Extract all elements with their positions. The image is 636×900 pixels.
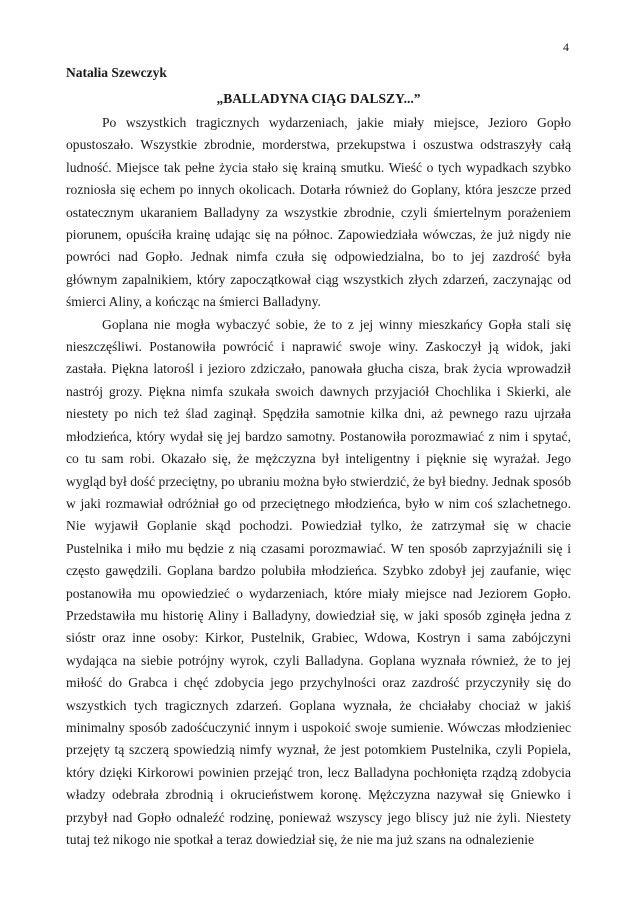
- paragraph: Po wszystkich tragicznych wydarzeniach, jakie miały miejsce, Jezioro Gopło opustoszało. Wszystkie zbrodnie, morderstwa, przekupstwa i oszustwa odstraszyły całą ludność. Miejsce tak pełne życia stało się krainą smutku. Wieść o tych wypadkach szybko rozniosła się echem po innych okolicach. Dotarła również do Goplany, która jeszcze przed ostatecznym ukaraniem Balladyny za wszystkie zbrodnie, czyli śmiertelnym porażeniem piorunem, opuściła krainę udając się na północ. Zapowiedziała wówczas, że już nigdy nie powróci nad Gopło. Jednak nimfa czuła się odpowiedzialna, bo to jej zazdrość była głównym zapalnikiem, który zapoczątkował ciąg wszystkich złych zdarzeń, zaczynając od śmierci Aliny, a kończąc na śmierci Balladyny.: [66, 115, 571, 310]
- page-number: 4: [563, 40, 569, 54]
- document-title: „BALLADYNA CIĄG DALSZY...”: [216, 91, 421, 106]
- paragraph: Goplana nie mogła wybaczyć sobie, że to z jej winny mieszkańcy Gopła stali się nieszczęśliwi. Postanowiła powrócić i naprawić swoje winy. Zaskoczył ją widok, jaki zastała. Piękna latorośl i jezioro zdziczało, panowała głucha cisza, brak życia wprowadził nastrój grozy. Piękna nimfa szukała swoich dawnych przyjaciół Chochlika i Skierki, ale niestety po nich też ślad zaginął. Spędziła samotnie kilka dni, aż pewnego razu ujrzała młodzieńca, który wydał się jej bardzo samotny. Postanowiła porozmawiać z nim i spytać, co tu sam robi. Okazało się, że mężczyzna był inteligentny i pięknie się wyrażał. Jego wygląd był dość przeciętny, po ubraniu można było stwierdzić, że był biedny. Jednak sposób w jaki rozmawiał odróżniał go od przeciętnego młodzieńca, było w nim coś szlachetnego. Nie wyjawił Goplanie skąd pochodzi. Powiedział tylko, że zatrzymał się w chacie Pustelnika i miło mu będzie z nią czasami porozmawiać. W ten sposób zaprzyjaźnili się i często gawędzili. Goplana bardzo polubiła młodzieńca. Szybko zdobył jej zaufanie, więc postanowiła mu opowiedzieć o wydarzeniach, które miały miejsce nad Jeziorem Gopło. Przedstawiła mu historię Aliny i Balladyny, dowiedział się, w jaki sposób zginęła jedna z sióstr oraz inne osoby: Kirkor, Pustelnik, Grabiec, Wdowa, Kostryn i sama zabójczyni wydająca na siebie potrójny wyrok, czyli Balladyna. Goplana wyznała również, że to jej miłość do Grabca i chęć zdobycia jego przychylności oraz zazdrość przyczyniły się do wszystkich tych tragicznych zdarzeń. Goplana wyznała, że chciałaby chociaż w jakiś minimalny sposób zadośćuczynić innym i uspokoić swoje sumienie. Wówczas młodzieniec przejęty tą szczerą spowiedzią nimfy wyznał, że jest potomkiem Pustelnika, czyli Popiela, który dzięki Kirkorowi powinien przejąć tron, lecz Balladyna pochłonięta rządzą zdobycia władzy odebrała zbrodnią i okrucieństwem koronę. Mężczyzna nazywał się Gniewko i przybył nad Gopło odnaleźć rodzinę, ponieważ wszyscy jego bliscy już nie żyli. Niestety tutaj też nikogo nie spotkał a teraz dowiedział się, że nie ma już szans na odnalezienie: [66, 316, 571, 847]
- body-text: [66, 112, 571, 851]
- author-name: Natalia Szewczyk: [66, 65, 167, 80]
